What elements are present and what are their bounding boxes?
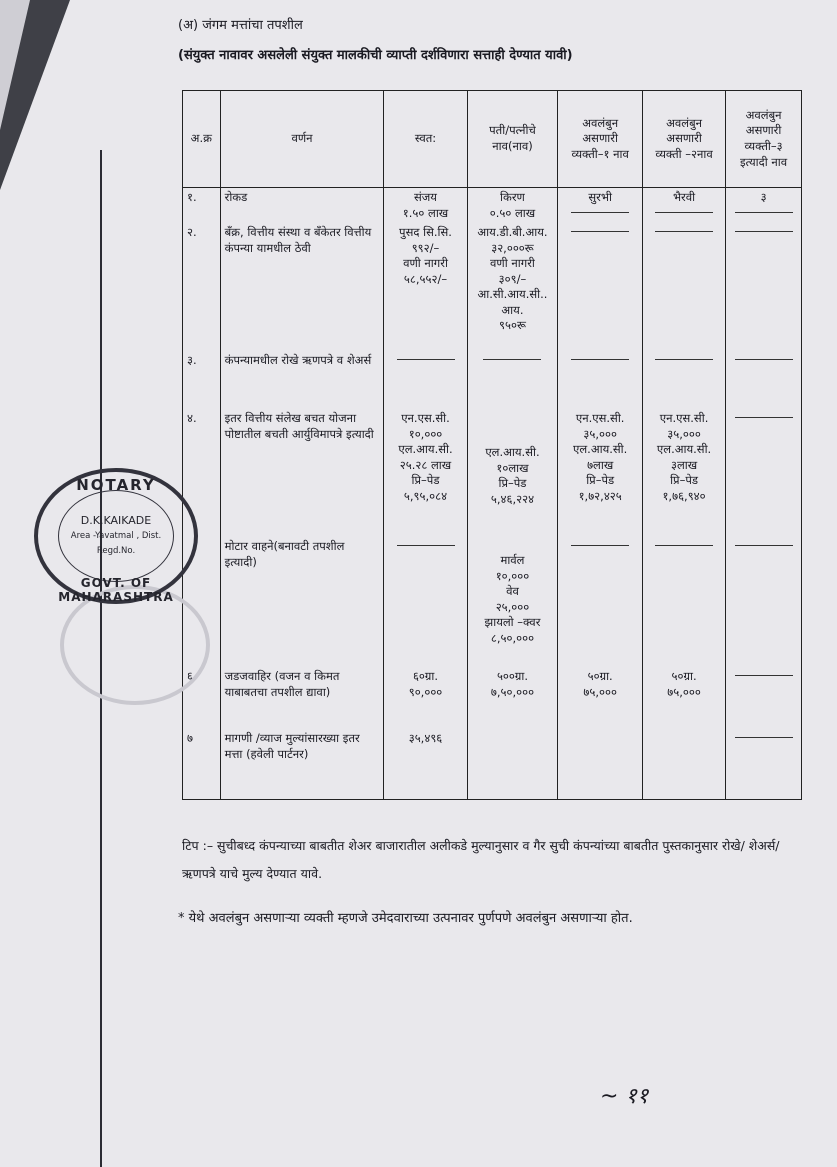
cell-spouse — [467, 729, 558, 800]
dash-mark — [571, 231, 629, 232]
header-dependent-3: अवलंबुन असणारी व्यक्ती–३ इत्यादी नाव — [726, 91, 802, 188]
header-self: स्वत: — [384, 91, 467, 188]
cell-self: संजय १.५० लाख — [384, 188, 467, 224]
header-description: वर्णन — [220, 91, 384, 188]
cell-dependent-3 — [726, 667, 802, 729]
cell-self — [384, 351, 467, 409]
stamp-area: Area -Yavatmal , Dist. — [70, 531, 162, 541]
cell-dependent-1 — [558, 188, 643, 224]
cell-text: सुरभी — [588, 190, 612, 204]
cell-no: ६ — [183, 667, 221, 729]
dash-mark — [735, 675, 793, 676]
dash-mark — [571, 359, 629, 360]
dash-mark — [735, 212, 793, 213]
dash-mark — [483, 359, 541, 360]
cell-spouse — [467, 351, 558, 409]
cell-description: मागणी /व्याज मुल्यांसारख्या इतर मत्ता (हवेली पार्टनर) — [220, 729, 384, 800]
cell-dependent-1 — [558, 351, 643, 409]
stamp-bottom-text: GOVT. OF MAHARASHTRA — [58, 576, 174, 604]
assets-table — [182, 90, 802, 800]
cell-self: ३५,४९६ — [384, 729, 467, 800]
dash-mark — [397, 545, 455, 546]
cell-description: बॅंक्र, वित्तीय संस्था व बॅंकेतर वित्तीय कंपन्या यामधील ठेवी — [220, 223, 384, 351]
footnote-text: * येथे अवलंबुन असणाऱ्या व्यक्ती म्हणजे उमेदवाराच्या उत्पनावर पुर्णपणे अवलंबुन असणाऱ्या होत. — [178, 911, 633, 926]
stamp-reg: Regd.No. — [96, 546, 136, 556]
cell-description: इतर वित्तीय संलेख बचत योजना पोष्टातील बचती आर्युविमापत्रे इत्यादी — [220, 409, 384, 537]
stamp-top-text: NOTARY — [76, 476, 156, 494]
cell-no: ४. — [183, 409, 221, 537]
cell-no: ७ — [183, 729, 221, 800]
dash-mark — [735, 545, 793, 546]
cell-dependent-3 — [726, 188, 802, 224]
table-row — [183, 537, 802, 667]
cell-dependent-3 — [726, 351, 802, 409]
table-row — [183, 223, 802, 351]
cell-spouse: ५००ग्रा. ७,५०,००० — [467, 667, 558, 729]
cell-dependent-2 — [642, 537, 725, 667]
dash-mark — [735, 417, 793, 418]
cell-spouse: मार्वल १०,००० वेव २५,००० झायलो –क्वर ८,५०,००० — [467, 537, 558, 667]
table-header-row — [183, 91, 802, 188]
header-dependent-2: अवलंबुन असणारी व्यक्ती –२नाव — [642, 91, 725, 188]
cell-spouse: एल.आय.सी. १०लाख प्रि–पेड ५,४६,२२४ — [467, 409, 558, 537]
cell-spouse: किरण ०.५० लाख — [467, 188, 558, 224]
cell-no: २. — [183, 223, 221, 351]
table-row — [183, 729, 802, 800]
cell-dependent-1 — [558, 729, 643, 800]
cell-dependent-2: ५०ग्रा. ७५,००० — [642, 667, 725, 729]
cell-self: एन.एस.सी. १०,००० एल.आय.सी. २५.२८ लाख प्रि–पेड ५,९५,०८४ — [384, 409, 467, 537]
cell-dependent-2 — [642, 223, 725, 351]
cell-dependent-2 — [642, 351, 725, 409]
dash-mark — [655, 545, 713, 546]
cell-description: मोटार वाहने(बनावटी तपशील इत्यादी) — [220, 537, 384, 667]
table-row — [183, 188, 802, 224]
cell-description: जडजवाहिर (वजन व किमत याबाबतचा तपशील द्यावा) — [220, 667, 384, 729]
cell-self: ६०ग्रा. ९०,००० — [384, 667, 467, 729]
section-title: (अ) जंगम मत्तांचा तपशील — [178, 18, 303, 33]
note-text: टिप :– सुचीबध्द कंपन्याच्या बाबतीत शेअर बाजारातील अलीकडे मुल्यानुसार व गैर सुची कंपन्यांच्या बाबतीत पुस्तकानुसार रोखे/ शेअर्स/ ऋणपत्रे याचे मुल्य देण्यात यावे. — [182, 838, 780, 881]
section-subtitle: (संयुक्त नावावर असलेली संयुक्त मालकीची व्याप्ती दर्शविणारा सत्ताही देण्यात यावी) — [178, 48, 573, 63]
cell-description: कंपन्यामधील रोखे ऋणपत्रे व शेअर्स — [220, 351, 384, 409]
dash-mark — [735, 231, 793, 232]
cell-dependent-1 — [558, 537, 643, 667]
cell-dependent-3 — [726, 729, 802, 800]
header-dependent-1: अवलंबुन असणारी व्यक्ती–१ नाव — [558, 91, 643, 188]
cell-description: रोकड — [220, 188, 384, 224]
cell-self — [384, 537, 467, 667]
cell-text: भैरवी — [672, 190, 696, 204]
table-row — [183, 667, 802, 729]
cell-no: १. — [183, 188, 221, 224]
notary-stamp — [34, 468, 198, 604]
dash-mark — [571, 212, 629, 213]
cell-self: पुसद सि.सि. ९९२/– वणी नागरी ५८,५५२/– — [384, 223, 467, 351]
table-row — [183, 351, 802, 409]
cell-dependent-1: ५०ग्रा. ७५,००० — [558, 667, 643, 729]
cell-dependent-2 — [642, 188, 725, 224]
cell-dependent-2: एन.एस.सी. ३५,००० एल.आय.सी. ३लाख प्रि–पेड १,७६,९४० — [642, 409, 725, 537]
signature: ~ ११ — [600, 1084, 649, 1109]
cell-spouse: आय.डी.बी.आय. ३२,०००रू वणी नागरी ३०९/– आ.सी.आय.सी.. आय. ९५०रू — [467, 223, 558, 351]
header-spouse: पती/पत्नीचे नाव(नाव) — [467, 91, 558, 188]
dash-mark — [735, 359, 793, 360]
dash-mark — [655, 359, 713, 360]
header-no: अ.क्र — [183, 91, 221, 188]
cell-dependent-1 — [558, 223, 643, 351]
dash-mark — [735, 737, 793, 738]
dash-mark — [655, 231, 713, 232]
cell-text: ३ — [760, 190, 767, 204]
cell-no: ३. — [183, 351, 221, 409]
dash-mark — [571, 545, 629, 546]
table-row — [183, 409, 802, 537]
cell-dependent-2 — [642, 729, 725, 800]
cell-dependent-3 — [726, 537, 802, 667]
page-corner-shadow — [0, 0, 30, 130]
dash-mark — [397, 359, 455, 360]
cell-dependent-3 — [726, 409, 802, 537]
cell-dependent-3 — [726, 223, 802, 351]
dash-mark — [655, 212, 713, 213]
stamp-name: D.K.KAIKADE — [80, 514, 152, 527]
cell-dependent-1: एन.एस.सी. ३५,००० एल.आय.सी. ७लाख प्रि–पेड १,७२,४२५ — [558, 409, 643, 537]
